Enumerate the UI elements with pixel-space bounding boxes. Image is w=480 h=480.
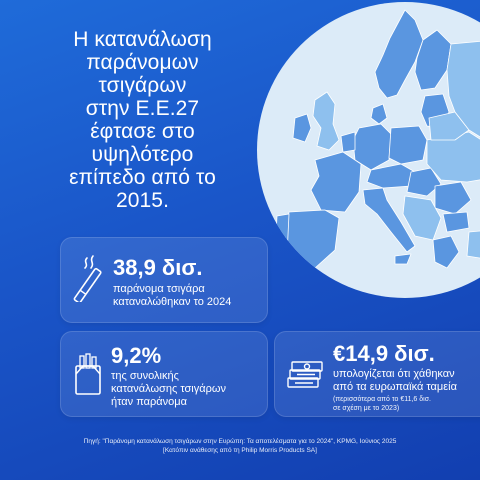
headline-line: στην Ε.Ε.27 [85, 97, 200, 120]
stat-note-line: σε σχέση με το 2023) [333, 405, 400, 412]
headline-line: τσιγάρων [98, 74, 187, 97]
headline [30, 28, 255, 212]
map-benelux [341, 132, 355, 152]
stat-description-line: υπολογίζεται ότι χάθηκαν [333, 368, 455, 380]
stat-note-line: (περισσότερα από το €11,6 δισ. [333, 396, 431, 403]
stat-note [333, 395, 431, 413]
map-poland [389, 126, 427, 164]
stat-description [113, 283, 231, 309]
stat-card-lost-revenue [274, 331, 480, 417]
headline-line: έφτασε στο [90, 120, 195, 143]
headline-line: επίπεδο από το [69, 166, 216, 189]
money-stack-icon [285, 356, 325, 392]
headline-line: Η κατανάλωση [73, 28, 212, 51]
cigarette-icon [71, 254, 105, 302]
source-line: [Κατόπιν ανάθεσης από τη Philip Morris Products SA] [163, 447, 317, 454]
map-bulgaria [443, 212, 469, 232]
stat-description-line: καταναλώθηκαν το 2024 [113, 296, 232, 308]
europe-map [255, 0, 480, 300]
stat-description-line: ήταν παράνομα [111, 396, 187, 408]
stat-description-line: παράνομα τσιγάρα [113, 283, 205, 295]
stat-card-illicit-cigarettes [60, 237, 268, 323]
cigarette-pack-icon [71, 352, 105, 396]
stat-value: €14,9 δισ. [333, 341, 435, 366]
stat-description-line: κατανάλωσης τσιγάρων [111, 383, 226, 395]
source-line: Πηγή: "Παράνομη κατανάλωση τσιγάρων στην Ευρώπη: Τα αποτελέσματα για το 2024", KPMG, Ιούνιος 2025 [83, 438, 397, 445]
map-portugal [275, 214, 289, 256]
stat-value: 38,9 δισ. [113, 255, 203, 280]
headline-line: υψηλότερο [91, 143, 194, 166]
stat-description-line: της συνολικής [111, 370, 179, 382]
headline-line: 2015. [115, 189, 170, 212]
stat-card-share [60, 331, 268, 417]
source-citation [0, 437, 480, 455]
headline-line: παράνομων [86, 51, 199, 74]
stat-description [111, 370, 226, 409]
stat-description [333, 368, 457, 394]
stat-description-line: από τα ευρωπαϊκά ταμεία [333, 381, 457, 393]
stat-value: 9,2% [111, 343, 162, 368]
